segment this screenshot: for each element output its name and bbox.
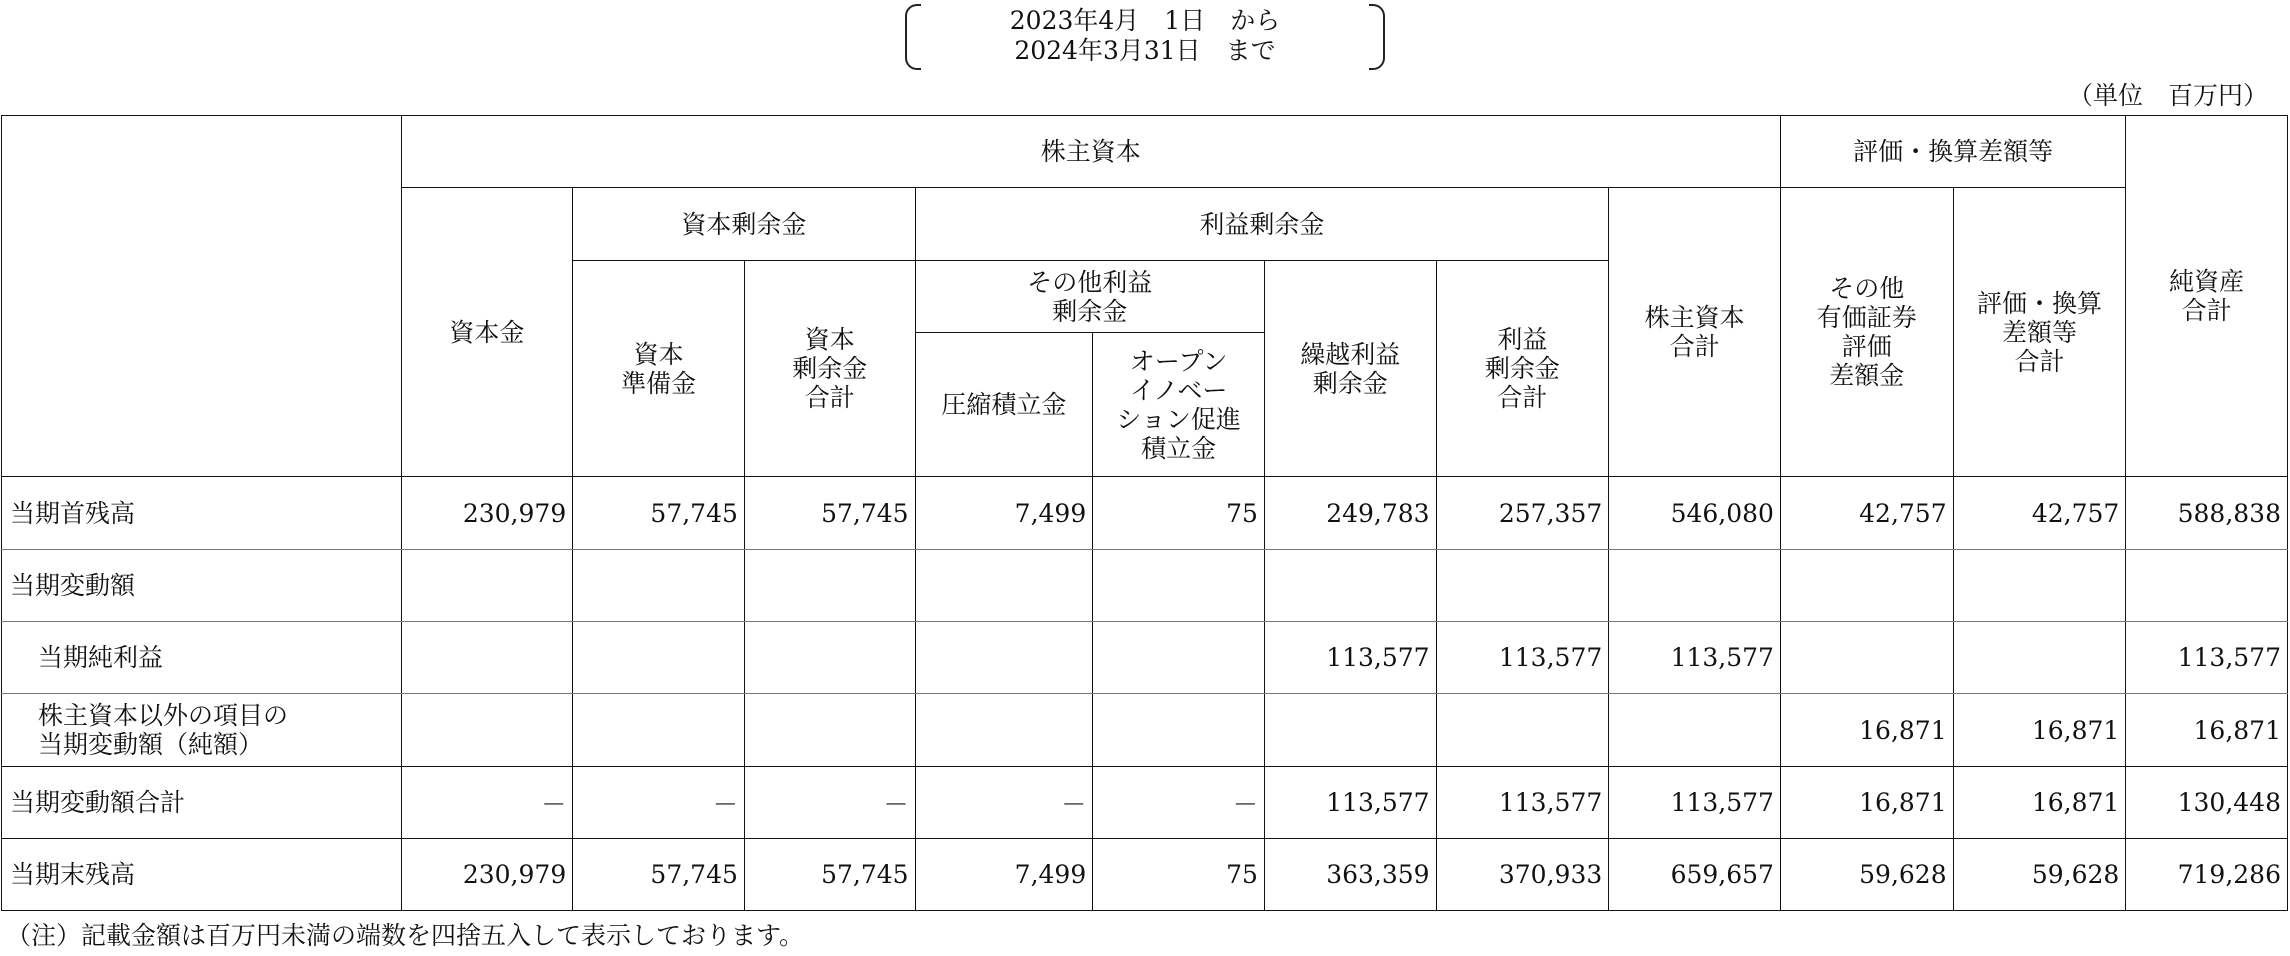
cell xyxy=(1609,694,1781,767)
header-total-retained-earnings: 利益 剰余金 合計 xyxy=(1436,261,1609,477)
cell: 57,745 xyxy=(573,839,745,911)
right-bracket xyxy=(1369,4,1385,70)
cell: － xyxy=(915,767,1093,839)
cell: 7,499 xyxy=(915,839,1093,911)
cell: 16,871 xyxy=(1780,694,1953,767)
row-label: 当期変動額 xyxy=(2,550,402,622)
table-row xyxy=(2,839,2288,911)
cell: 230,979 xyxy=(401,477,573,550)
cell xyxy=(1953,550,2126,622)
header-total-shareholders-equity: 株主資本 合計 xyxy=(1609,188,1781,477)
cell: 16,871 xyxy=(1780,767,1953,839)
table-row xyxy=(2,694,2288,767)
row-label: 当期純利益 xyxy=(2,622,402,694)
cell xyxy=(915,550,1093,622)
cell xyxy=(1093,622,1265,694)
table-row xyxy=(2,622,2288,694)
cell: 7,499 xyxy=(915,477,1093,550)
header-retained-earnings: 利益剰余金 xyxy=(915,188,1609,261)
cell: 370,933 xyxy=(1436,839,1609,911)
period-range xyxy=(905,4,1385,68)
cell: 16,871 xyxy=(1953,767,2126,839)
cell xyxy=(1436,550,1609,622)
cell: 546,080 xyxy=(1609,477,1781,550)
cell: 57,745 xyxy=(573,477,745,550)
row-label: 当期首残高 xyxy=(2,477,402,550)
cell: 113,577 xyxy=(2126,622,2288,694)
header-valuation: 評価・換算差額等 xyxy=(1780,116,2125,188)
cell xyxy=(573,550,745,622)
cell xyxy=(2126,550,2288,622)
header-open-innovation-reserve: オープン イノベー ション促進 積立金 xyxy=(1093,333,1265,477)
cell: 249,783 xyxy=(1264,477,1436,550)
cell: 113,577 xyxy=(1264,622,1436,694)
row-label: 当期末残高 xyxy=(2,839,402,911)
cell: 113,577 xyxy=(1264,767,1436,839)
period-end: 2024年3月31日 まで xyxy=(1014,36,1276,65)
footnote: （注）記載金額は百万円未満の端数を四捨五入して表示しております。 xyxy=(6,921,805,950)
table-row xyxy=(2,477,2288,550)
cell: － xyxy=(744,767,915,839)
cell: 59,628 xyxy=(1780,839,1953,911)
cell xyxy=(915,694,1093,767)
header-total-capital-surplus: 資本 剰余金 合計 xyxy=(744,261,915,477)
cell: － xyxy=(573,767,745,839)
cell xyxy=(573,622,745,694)
cell xyxy=(915,622,1093,694)
header-legal-capital-surplus: 資本 準備金 xyxy=(573,261,745,477)
cell: 42,757 xyxy=(1780,477,1953,550)
cell xyxy=(1780,622,1953,694)
row-label: 当期変動額合計 xyxy=(2,767,402,839)
unit-label: （単位 百万円） xyxy=(2067,81,2268,110)
cell: 363,359 xyxy=(1264,839,1436,911)
cell xyxy=(1093,694,1265,767)
cell: 113,577 xyxy=(1609,622,1781,694)
cell xyxy=(1609,550,1781,622)
table-row xyxy=(2,767,2288,839)
header-reduction-reserve: 圧縮積立金 xyxy=(915,333,1093,477)
cell: 659,657 xyxy=(1609,839,1781,911)
cell: 57,745 xyxy=(744,477,915,550)
cell: 230,979 xyxy=(401,839,573,911)
cell xyxy=(1780,550,1953,622)
cell xyxy=(401,550,573,622)
cell xyxy=(744,694,915,767)
cell xyxy=(1953,622,2126,694)
cell: 75 xyxy=(1093,477,1265,550)
cell: 16,871 xyxy=(1953,694,2126,767)
cell xyxy=(744,622,915,694)
header-total-valuation: 評価・換算 差額等 合計 xyxy=(1953,188,2126,477)
cell: 16,871 xyxy=(2126,694,2288,767)
cell: 130,448 xyxy=(2126,767,2288,839)
cell: 113,577 xyxy=(1436,622,1609,694)
cell: － xyxy=(401,767,573,839)
cell: － xyxy=(1093,767,1265,839)
cell xyxy=(1436,694,1609,767)
header-net-assets-total: 純資産 合計 xyxy=(2126,116,2288,477)
cell xyxy=(1264,694,1436,767)
equity-statement-table xyxy=(1,115,2288,911)
header-other-retained-earnings: その他利益 剰余金 xyxy=(915,261,1264,333)
header-capital-stock: 資本金 xyxy=(401,188,573,477)
cell: 257,357 xyxy=(1436,477,1609,550)
cell xyxy=(401,694,573,767)
header-shareholders-equity: 株主資本 xyxy=(401,116,1780,188)
header-retained-earnings-brought-forward: 繰越利益 剰余金 xyxy=(1264,261,1436,477)
cell: 719,286 xyxy=(2126,839,2288,911)
cell xyxy=(573,694,745,767)
row-label: 株主資本以外の項目の 当期変動額（純額） xyxy=(2,694,402,767)
cell: 42,757 xyxy=(1953,477,2126,550)
period-start: 2023年4月 1日 から xyxy=(1009,6,1281,35)
cell: 113,577 xyxy=(1436,767,1609,839)
cell xyxy=(1093,550,1265,622)
cell xyxy=(1264,550,1436,622)
cell xyxy=(744,550,915,622)
header-capital-surplus: 資本剰余金 xyxy=(573,188,915,261)
cell xyxy=(401,622,573,694)
table-row xyxy=(2,550,2288,622)
cell: 113,577 xyxy=(1609,767,1781,839)
cell: 57,745 xyxy=(744,839,915,911)
cell: 588,838 xyxy=(2126,477,2288,550)
cell: 59,628 xyxy=(1953,839,2126,911)
cell: 75 xyxy=(1093,839,1265,911)
corner-cell xyxy=(2,116,402,477)
header-securities-valuation: その他 有価証券 評価 差額金 xyxy=(1780,188,1953,477)
